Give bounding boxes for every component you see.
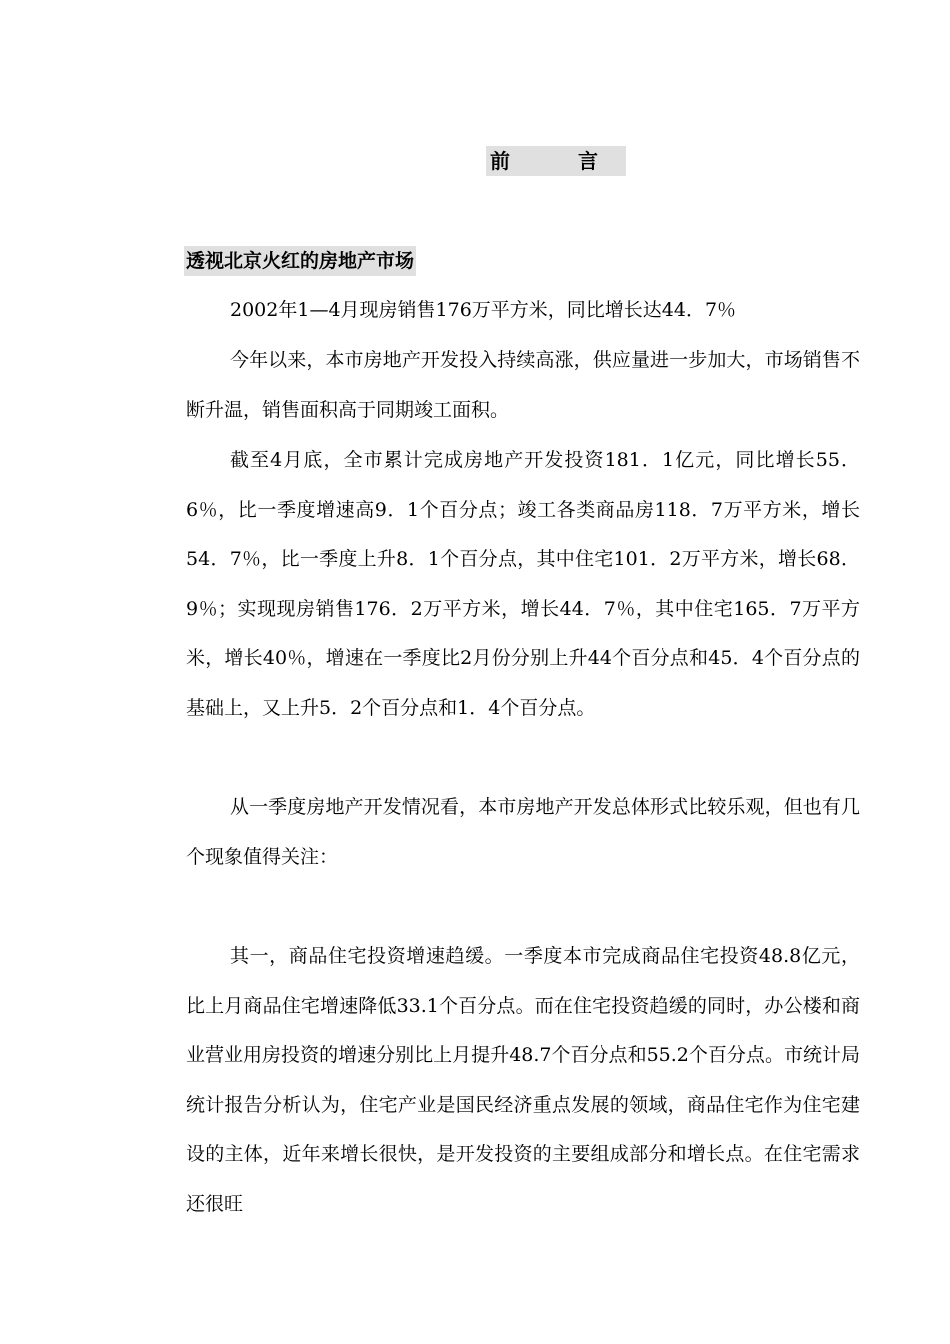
paragraph-residential-investment: 其一，商品住宅投资增速趋缓。一季度本市完成商品住宅投资48.8亿元，比上月商品住宅增速降低33.1个百分点。而在住宅投资趋缓的同时，办公楼和商业营业用房投资的增速分别比上月提升48.7个百分点和55.2个百分点。市统计局统计报告分析认为，住宅产业是国民经济重点发展的领域，商品住宅作为住宅建设的主体，近年来增长很快，是开发投资的主要组成部分和增长点。在住宅需求还很旺 <box>186 945 860 1215</box>
page-title: 前 言 <box>486 146 626 176</box>
section-heading: 透视北京火红的房地产市场 <box>184 246 416 276</box>
paragraph-first-quarter-outlook: 从一季度房地产开发情况看，本市房地产开发总体形式比较乐观，但也有几个现象值得关注： <box>186 796 860 868</box>
paragraph-investment-figures: 截至4月底，全市累计完成房地产开发投资181．1亿元，同比增长55．6％，比一季度增速高9．1个百分点；竣工各类商品房118．7万平方米，增长54．7％，比一季度上升8．1个百分点，其中住宅101．2万平方米，增长68．9％；实现现房销售176．2万平方米，增长44．7％，其中住宅165．7万平方米，增长40％，增速在一季度比2月份分别上升44个百分点和45．4个百分点的基础上，又上升5．2个百分点和1．4个百分点。 <box>186 449 860 719</box>
paragraph-sales-summary: 2002年1—4月现房销售176万平方米，同比增长达44．7％ <box>230 299 737 321</box>
paragraph-market-overview: 今年以来，本市房地产开发投入持续高涨，供应量进一步加大，市场销售不断升温，销售面积高于同期竣工面积。 <box>186 349 860 421</box>
